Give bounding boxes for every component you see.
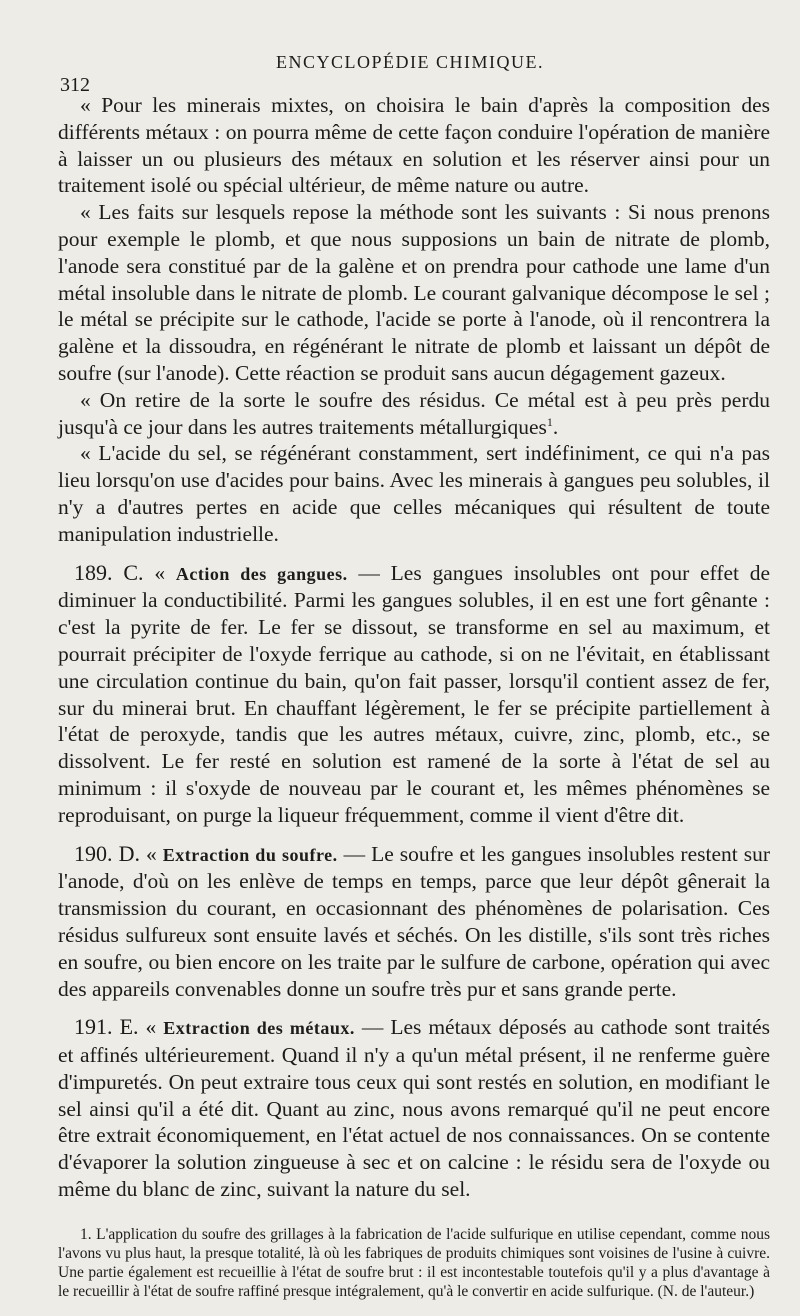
paragraph-mixed-ores: « Pour les minerais mixtes, on choisira le bain d'après la composition des différents métaux : on pourra même de cette façon conduire l'opération de manière à laisser un ou plusieurs des métaux en solution et les réserver ainsi pour un traitement isolé ou spécial ultérieur, de même nature ou autre. [58,93,770,198]
section-heading: Action des gangues. [175,563,348,584]
section-heading: Extraction des métaux. [163,1018,355,1039]
open-quote: « [145,841,157,866]
paragraph-text: « On retire de la sorte le soufre des résidus. Ce métal est à peu près perdu jusqu'à ce jour dans les autres traitements métallurgiques [58,387,770,439]
paragraph-method-facts: « Les faits sur lesquels repose la méthode sont les suivants : Si nous prenons pour exemple le plomb, et que nous supposions un bain de nitrate de plomb, l'anode sera constitué par de la galène et on prendra pour cathode une lame d'un métal insoluble dans le nitrate de plomb. Le courant galvanique décompose le sel ; le métal se précipite sur le cathode, l'acide se porte à l'anode, où il rencontrera la galène et la dissoudra, en régénérant le nitrate de plomb et laissant un dépôt de soufre (sur l'anode). Cette réaction se produit sans aucun dégagement gazeux. [58,200,770,385]
section-heading: Extraction du soufre. [162,844,338,865]
footnote: 1. L'application du soufre des grillages à la fabrication de l'acide sulfurique en utilise cependant, comme nous l'avons vu plus haut, la presque totalité, là où les fabriques de produits chimiques sont voisines de l'usine à cuivre. Une partie également est recueillie à l'état de soufre brut : il est incontestable toutefois qu'il y a plus d'avantage à le recueillir à l'état de soufre raffiné presque intégralement, qu'à le convertir en acide sulfurique. (N. de l'auteur.) [58,1225,770,1300]
page-number: 312 [60,74,90,96]
dash: — [358,560,380,585]
section-number: 191. E. [74,1014,139,1040]
section-number: 189. C. [74,559,144,585]
paragraph-sulfur-residues [58,387,770,441]
section-189 [58,560,770,829]
dash: — [361,1015,384,1040]
paragraph-end: . [552,414,559,439]
open-quote: « [145,1015,157,1040]
section-191 [58,1014,770,1203]
open-quote: « [154,560,166,585]
page-body [58,92,770,1301]
section-text: Les métaux déposés au cathode sont traités et affinés ultérieurement. Quand il n'y a qu'un métal présent, il ne renferme guère d'impuretés. On peut extraire tous ceux qui sont restés en solution, en modifiant le sel ainsi qu'il a été dit. Quant au zinc, nous avons remarqué qu'il ne peut encore être extrait économiquement, en l'état actuel de nos connaissances. On se contente d'évaporer la solution zingueuse à sec et on calcine : le résidu sera de l'oxyde ou même du blanc de zinc, suivant la nature du sel. [58,1015,771,1202]
footnote-reference: 1 [546,414,553,429]
running-title: ENCYCLOPÉDIE CHIMIQUE. [276,52,544,72]
dash: — [343,841,366,866]
section-text: Le soufre et les gangues insolubles restent sur l'anode, d'où on les enlève de temps en temps, parce que leur dépôt gênerait la transmission du courant, en occasionnant des phénomènes de polarisation. Ces résidus sulfureux sont ensuite lavés et séchés. On les distille, s'ils sont très riches en soufre, ou bien encore on les traite par le sulfure de carbone, opération qui avec des appareils convenables donne un soufre très pur et sans grande perte. [58,841,770,1001]
paragraph-acid-regeneration: « L'acide du sel, se régénérant constamment, sert indéfiniment, ce qui n'a pas lieu lorsqu'on use d'acides pour bains. Avec les minerais à gangues peu solubles, il n'y a d'autres pertes en acide que celles mécaniques qui résultent de toute manipulation industrielle. [58,441,770,546]
section-190 [58,841,770,1003]
page-header [60,50,760,96]
section-text: Les gangues insolubles ont pour effet de diminuer la conductibilité. Parmi les gangues solubles, il en est une fort gênante : c'est la pyrite de fer. Le fer se dissout, se transforme en sel au maximum, et pourrait précipiter de l'oxyde ferrique au cathode, si on ne l'évitait, en établissant une circulation continue du bain, qu'on fait passer, lorsqu'il contient assez de fer, sur du minerai brut. En chauffant légèrement, le fer se précipite partiellement à l'état de peroxyde, tandis que les autres métaux, cuivre, zinc, plomb, etc., se dissolvent. Le fer resté en solution est ramené de la sorte à l'état de sel au minimum : il s'oxyde de nouveau par le courant et, les mêmes phénomènes se reproduisant, on purge la liqueur fréquemment, comme il vient d'être dit. [58,560,771,827]
section-number: 190. D. [74,840,140,866]
